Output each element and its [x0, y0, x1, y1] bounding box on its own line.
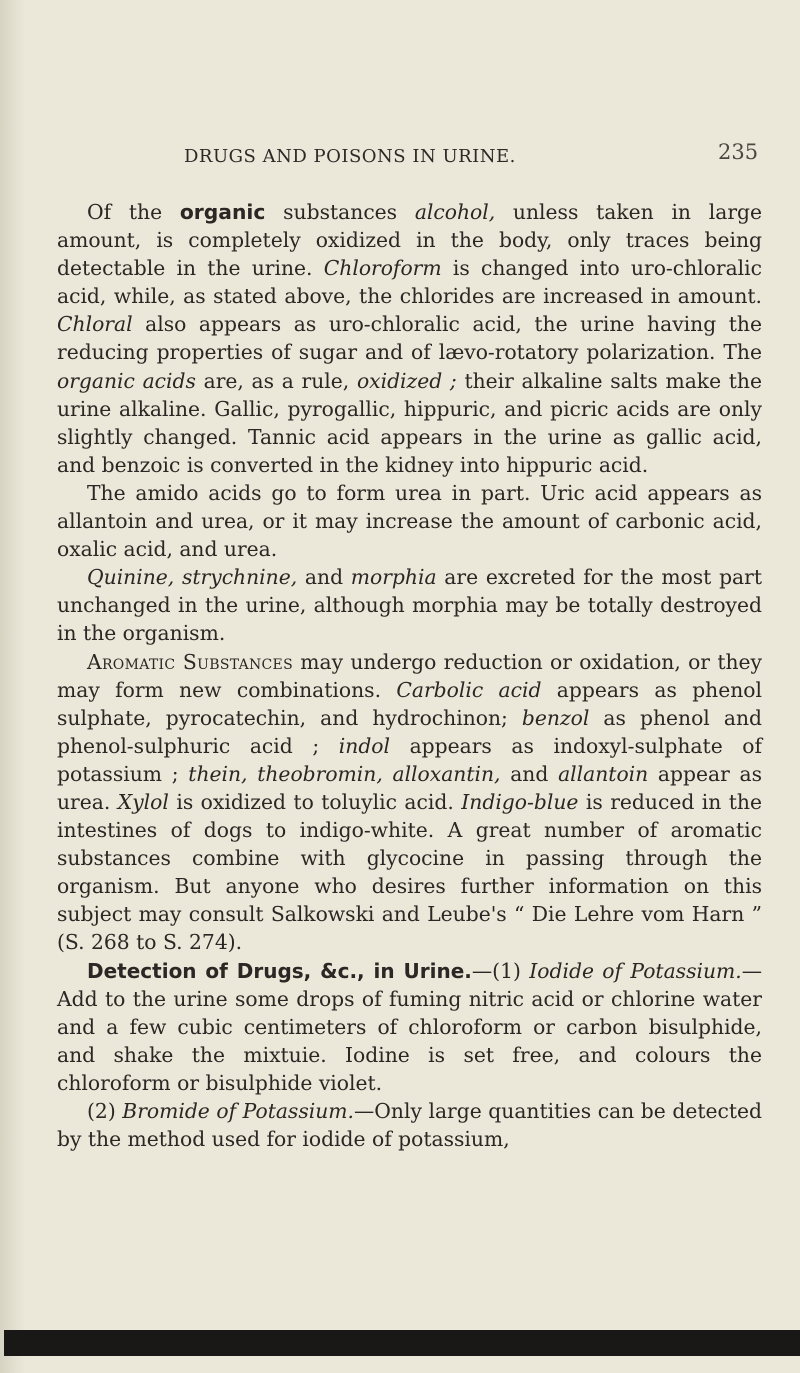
text-run: their alkaline salts make the urine alkaline. Gallic, pyrogallic, hippuric, and picric acids are only slightly changed. Tannic acid appears in the urine as gallic acid, and benzoic is converted in the kidney into hippuric acid. — [57, 368, 762, 477]
italic-term: Carbolic acid — [396, 677, 542, 702]
paragraph-bromide — [57, 1097, 762, 1153]
italic-term: Chloroform — [323, 256, 442, 281]
section-heading: Detection of Drugs, &c., in Urine. — [87, 958, 472, 983]
text-run: Of the — [87, 200, 180, 224]
italic-term: organic acids — [57, 368, 196, 393]
paragraph-alkaloids — [57, 563, 762, 647]
italic-term: benzol — [521, 705, 590, 730]
bottom-binding-strip — [4, 1330, 800, 1356]
italic-term: Chloral — [57, 312, 133, 337]
paragraph-organic-substances — [57, 198, 762, 479]
text-run: and — [500, 761, 559, 786]
page-header — [0, 0, 800, 180]
italic-term: Quinine, strychnine, — [87, 565, 298, 590]
text-run: are excreted for the most part unchanged in the urine, although morphia may be totally destroyed in the organism. — [57, 565, 762, 646]
italic-term: Indigo-blue — [461, 789, 579, 814]
small-caps-term: Aromatic Substances — [87, 649, 293, 674]
page-body — [57, 198, 762, 1153]
text-run: is reduced in the intestines of dogs to indigo-white. A great number of aromatic substances combine with glycocine in passing through the organism. But anyone who desires further information on this subject may consult Salkowski and Leube's “ Die Lehre vom Harn ” (S. 268 to S. 274). — [57, 789, 763, 955]
bold-term: organic — [179, 200, 266, 224]
text-run: substances — [265, 200, 415, 224]
paragraph-aromatic-substances — [57, 648, 762, 957]
italic-term: alcohol, — [414, 200, 496, 224]
text-run: and — [297, 565, 351, 590]
italic-term: Xylol — [117, 789, 169, 814]
text-run: also appears as uro-chloralic acid, the urine having the reducing properties of sugar and of lævo-rotatory polarization. The — [57, 312, 762, 365]
text-run: The amido acids go to form urea in part. Uric acid appears as allantoin and urea, or it may increase the amount of carbonic acid, oxalic acid, and urea. — [57, 480, 762, 562]
text-run: appears as indoxyl-sulphate of potassium ; — [57, 733, 763, 786]
italic-term: indol — [338, 733, 390, 758]
running-head: DRUGS AND POISONS IN URINE. — [184, 146, 516, 167]
page-spine-shadow — [0, 0, 26, 1373]
text-run: appear as urea. — [57, 761, 762, 814]
paragraph-detection-iodide — [57, 957, 762, 1097]
text-run: unless taken in large amount, is completely oxidized in the body, only traces being detectable in the urine. — [57, 200, 762, 281]
text-run: appears as phenol sulphate, pyrocatechin, and hydrochinon; — [57, 677, 763, 730]
text-run: —Only large quantities can be detected by the method used for iodide of potassium, — [57, 1099, 762, 1152]
italic-term: Bromide of Potassium. — [122, 1099, 354, 1123]
italic-term: morphia — [350, 565, 437, 590]
text-run: are, as a rule, — [195, 368, 357, 393]
italic-term: oxidized ; — [356, 368, 457, 393]
text-run: —(1) — [471, 958, 530, 983]
text-run: is changed into uro-chloralic acid, while, as stated above, the chlorides are increased in amount. — [57, 256, 762, 309]
page-number: 235 — [718, 140, 759, 164]
text-run: (2) — [87, 1099, 123, 1123]
text-run: as phenol and phenol-sulphuric acid ; — [57, 705, 762, 758]
italic-term: allantoin — [558, 761, 649, 786]
text-run: is oxidized to toluylic acid. — [168, 789, 462, 814]
text-run: —Add to the urine some drops of fuming nitric acid or chlorine water and a few cubic centimeters of chloroform or carbon bisulphide, and shake the mixtuie. Iodine is set free, and colours the chloroform or bisulphide violet. — [57, 958, 762, 1095]
italic-term: Iodide of Potassium. — [529, 958, 742, 983]
text-run: may undergo reduction or oxidation, or they may form new combinations. — [57, 649, 762, 702]
paragraph-amido-acids — [57, 479, 762, 563]
italic-term: thein, theobromin, alloxantin, — [188, 761, 501, 786]
